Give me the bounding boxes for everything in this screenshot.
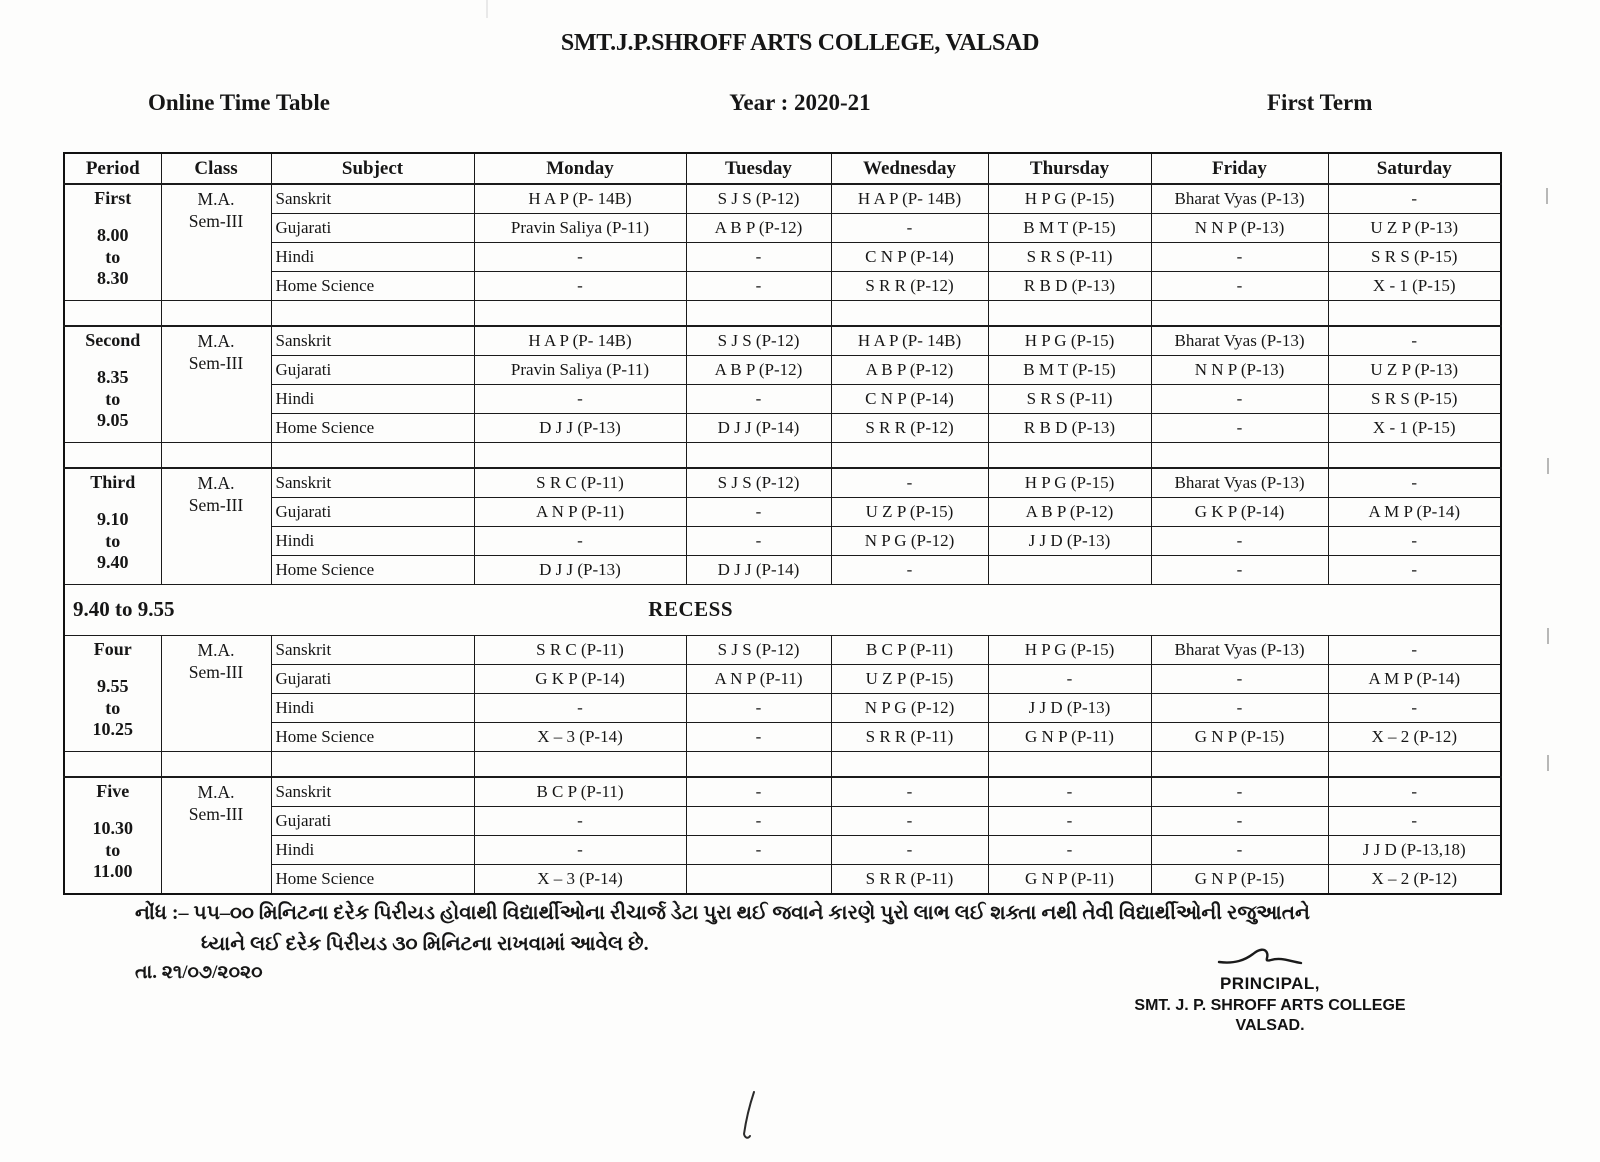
schedule-cell: X – 3 (P-14) — [474, 723, 686, 752]
spacer-cell — [988, 752, 1151, 778]
schedule-cell: Pravin Saliya (P-11) — [474, 214, 686, 243]
schedule-cell: - — [1328, 694, 1501, 723]
schedule-cell: S R C (P-11) — [474, 468, 686, 498]
timetable-row — [64, 243, 1501, 272]
schedule-cell: - — [831, 468, 988, 498]
stray-pen-mark — [738, 1090, 760, 1142]
timetable-row — [64, 272, 1501, 301]
period-time-line: to — [105, 530, 121, 551]
schedule-cell: A B P (P-12) — [686, 356, 831, 385]
schedule-cell: S R S (P-15) — [1328, 243, 1501, 272]
schedule-cell: - — [1328, 468, 1501, 498]
schedule-cell: - — [474, 694, 686, 723]
timetable-row — [64, 723, 1501, 752]
period-time-line: 8.35 — [97, 367, 129, 387]
class-label-line: M.A. — [197, 473, 235, 493]
period-time — [69, 818, 157, 883]
page-title: SMT.J.P.SHROFF ARTS COLLEGE, VALSAD — [560, 30, 1040, 56]
spacer-cell — [686, 752, 831, 778]
spacer-cell — [1151, 443, 1328, 469]
class-cell — [161, 777, 271, 894]
schedule-cell: D J J (P-13) — [474, 414, 686, 443]
column-header: Saturday — [1328, 153, 1501, 184]
period-time — [69, 509, 157, 574]
schedule-cell: U Z P (P-15) — [831, 498, 988, 527]
schedule-cell: N P G (P-12) — [831, 527, 988, 556]
schedule-cell: - — [1328, 777, 1501, 807]
spacer-cell — [64, 752, 161, 778]
schedule-cell: H A P (P- 14B) — [831, 184, 988, 214]
timetable-row — [64, 414, 1501, 443]
subject-cell: Sanskrit — [271, 184, 474, 214]
schedule-cell: H P G (P-15) — [988, 636, 1151, 665]
period-cell — [64, 468, 161, 585]
schedule-cell: - — [686, 527, 831, 556]
period-cell — [64, 326, 161, 443]
schedule-cell: S J S (P-12) — [686, 468, 831, 498]
schedule-cell: - — [686, 272, 831, 301]
subject-cell: Home Science — [271, 414, 474, 443]
schedule-cell: - — [1151, 527, 1328, 556]
subject-cell: Hindi — [271, 694, 474, 723]
class-label-line: Sem-III — [188, 803, 244, 824]
recess-label: RECESS — [648, 597, 734, 621]
schedule-cell: S R S (P-15) — [1328, 385, 1501, 414]
schedule-cell: - — [988, 777, 1151, 807]
timetable-row — [64, 556, 1501, 585]
schedule-cell: H P G (P-15) — [988, 184, 1151, 214]
period-time-line: 10.30 — [92, 818, 133, 838]
spacer-row — [64, 752, 1501, 778]
timetable-row — [64, 807, 1501, 836]
schedule-cell: - — [474, 385, 686, 414]
class-cell — [161, 468, 271, 585]
schedule-cell: C N P (P-14) — [831, 385, 988, 414]
timetable-row — [64, 527, 1501, 556]
spacer-cell — [686, 443, 831, 469]
schedule-cell: X – 3 (P-14) — [474, 865, 686, 895]
schedule-cell: - — [686, 836, 831, 865]
schedule-cell: - — [1328, 326, 1501, 356]
spacer-cell — [64, 443, 161, 469]
schedule-cell: - — [988, 665, 1151, 694]
class-label-line: M.A. — [197, 189, 235, 209]
schedule-cell: S R R (P-12) — [831, 272, 988, 301]
schedule-cell: S R S (P-11) — [988, 385, 1151, 414]
scan-artifact — [1547, 755, 1549, 771]
timetable-row — [64, 184, 1501, 214]
period-time-line: 9.40 — [97, 552, 129, 573]
term-label: First Term — [1267, 90, 1373, 115]
schedule-cell: D J J (P-14) — [686, 414, 831, 443]
schedule-cell: C N P (P-14) — [831, 243, 988, 272]
scan-artifact — [1546, 188, 1548, 204]
schedule-cell: Bharat Vyas (P-13) — [1151, 636, 1328, 665]
schedule-cell: A N P (P-11) — [474, 498, 686, 527]
schedule-cell: H A P (P- 14B) — [474, 326, 686, 356]
schedule-cell: - — [474, 272, 686, 301]
schedule-cell: S R R (P-11) — [831, 723, 988, 752]
schedule-cell: - — [1151, 807, 1328, 836]
column-header: Class — [161, 153, 271, 184]
spacer-cell — [1151, 301, 1328, 327]
spacer-cell — [1328, 443, 1501, 469]
column-header: Subject — [271, 153, 474, 184]
timetable — [63, 152, 1502, 895]
schedule-cell: - — [1151, 777, 1328, 807]
scan-artifact — [1547, 458, 1549, 474]
subject-cell: Sanskrit — [271, 777, 474, 807]
signature-city: VALSAD. — [1235, 1017, 1305, 1034]
spacer-cell — [474, 752, 686, 778]
schedule-cell: - — [1328, 807, 1501, 836]
schedule-cell: - — [1151, 272, 1328, 301]
schedule-cell: - — [474, 527, 686, 556]
spacer-cell — [161, 752, 271, 778]
schedule-cell: S R S (P-11) — [988, 243, 1151, 272]
scan-artifact — [486, 0, 488, 18]
schedule-cell: - — [831, 836, 988, 865]
timetable-row — [64, 468, 1501, 498]
subject-cell: Sanskrit — [271, 326, 474, 356]
schedule-cell: - — [988, 836, 1151, 865]
subject-cell: Gujarati — [271, 214, 474, 243]
period-time-line: to — [105, 839, 121, 860]
schedule-cell: A B P (P-12) — [831, 356, 988, 385]
schedule-cell: H A P (P- 14B) — [474, 184, 686, 214]
class-label-line: M.A. — [197, 782, 235, 802]
schedule-cell: N N P (P-13) — [1151, 356, 1328, 385]
signature-block — [1115, 944, 1425, 1035]
class-cell — [161, 636, 271, 752]
schedule-cell: S R R (P-12) — [831, 414, 988, 443]
schedule-cell: - — [686, 243, 831, 272]
schedule-cell: - — [686, 498, 831, 527]
schedule-cell: - — [474, 243, 686, 272]
subject-cell: Gujarati — [271, 807, 474, 836]
subject-cell: Gujarati — [271, 498, 474, 527]
signature-college: SMT. J. P. SHROFF ARTS COLLEGE — [1134, 997, 1406, 1014]
spacer-cell — [474, 443, 686, 469]
spacer-cell — [686, 301, 831, 327]
schedule-cell: G N P (P-11) — [988, 723, 1151, 752]
footnote-date: તા. ૨૧/૦૭/૨૦૨૦ — [135, 962, 263, 983]
class-cell — [161, 184, 271, 301]
schedule-cell: H P G (P-15) — [988, 326, 1151, 356]
timetable-row — [64, 636, 1501, 665]
schedule-cell: J J D (P-13) — [988, 694, 1151, 723]
schedule-cell: - — [686, 807, 831, 836]
period-time-line: to — [105, 246, 121, 267]
schedule-cell: - — [474, 836, 686, 865]
subject-cell: Home Science — [271, 723, 474, 752]
period-name: Second — [85, 330, 141, 350]
period-cell — [64, 777, 161, 894]
class-label — [166, 782, 267, 826]
schedule-cell: S J S (P-12) — [686, 326, 831, 356]
schedule-cell: B M T (P-15) — [988, 356, 1151, 385]
column-header: Wednesday — [831, 153, 988, 184]
timetable-header-row — [64, 153, 1501, 184]
schedule-cell: - — [988, 807, 1151, 836]
period-name: Four — [93, 639, 132, 659]
schedule-cell: - — [831, 556, 988, 585]
schedule-cell: A B P (P-12) — [988, 498, 1151, 527]
subject-cell: Home Science — [271, 272, 474, 301]
schedule-cell: - — [1151, 243, 1328, 272]
schedule-cell: A M P (P-14) — [1328, 498, 1501, 527]
schedule-cell: A B P (P-12) — [686, 214, 831, 243]
class-cell — [161, 326, 271, 443]
schedule-cell — [988, 556, 1151, 585]
period-time-line: 10.25 — [92, 719, 133, 740]
schedule-cell: Pravin Saliya (P-11) — [474, 356, 686, 385]
spacer-cell — [1151, 752, 1328, 778]
schedule-cell: - — [1151, 385, 1328, 414]
class-label — [166, 331, 267, 375]
period-name: Third — [90, 472, 136, 492]
subject-cell: Sanskrit — [271, 636, 474, 665]
schedule-cell: - — [1328, 184, 1501, 214]
schedule-cell: X - 1 (P-15) — [1328, 414, 1501, 443]
timetable-row — [64, 326, 1501, 356]
timetable-row — [64, 498, 1501, 527]
schedule-cell: X – 2 (P-12) — [1328, 723, 1501, 752]
period-time-line: to — [105, 388, 121, 409]
period-time-line: 11.00 — [92, 861, 133, 882]
period-cell — [64, 184, 161, 301]
spacer-cell — [988, 443, 1151, 469]
schedule-cell: S J S (P-12) — [686, 636, 831, 665]
schedule-cell: - — [1151, 665, 1328, 694]
subject-cell: Home Science — [271, 865, 474, 895]
spacer-cell — [988, 301, 1151, 327]
schedule-cell: U Z P (P-13) — [1328, 356, 1501, 385]
period-time-line: 9.55 — [97, 676, 129, 696]
schedule-cell: D J J (P-14) — [686, 556, 831, 585]
class-label-line: Sem-III — [188, 494, 244, 515]
period-time — [69, 676, 157, 741]
spacer-cell — [161, 443, 271, 469]
schedule-cell: Bharat Vyas (P-13) — [1151, 468, 1328, 498]
document-title: Online Time Table — [148, 90, 330, 115]
schedule-cell: Bharat Vyas (P-13) — [1151, 326, 1328, 356]
schedule-cell: G N P (P-11) — [988, 865, 1151, 895]
column-header: Tuesday — [686, 153, 831, 184]
class-label — [166, 189, 267, 233]
schedule-cell: - — [1151, 556, 1328, 585]
class-label-line: Sem-III — [188, 352, 244, 373]
recess-cell — [64, 585, 1501, 636]
signature-icon — [1215, 944, 1325, 970]
schedule-cell: U Z P (P-13) — [1328, 214, 1501, 243]
schedule-cell: - — [686, 723, 831, 752]
spacer-cell — [831, 301, 988, 327]
signature-role: PRINCIPAL, — [1219, 974, 1321, 993]
period-time-line: 9.05 — [97, 410, 129, 431]
schedule-cell: G N P (P-15) — [1151, 723, 1328, 752]
spacer-cell — [474, 301, 686, 327]
schedule-cell: J J D (P-13) — [988, 527, 1151, 556]
class-label-line: Sem-III — [188, 661, 244, 682]
timetable-row — [64, 665, 1501, 694]
schedule-cell: X – 2 (P-12) — [1328, 865, 1501, 895]
schedule-cell: - — [1151, 836, 1328, 865]
subject-cell: Hindi — [271, 243, 474, 272]
period-time-line: 9.10 — [97, 509, 129, 529]
schedule-cell: S R R (P-11) — [831, 865, 988, 895]
schedule-cell: Bharat Vyas (P-13) — [1151, 184, 1328, 214]
spacer-cell — [1328, 301, 1501, 327]
spacer-cell — [161, 301, 271, 327]
timetable-row — [64, 385, 1501, 414]
footnote-line-1: નોંધ :– ૫૫–૦૦ મિનિટના દરેક પિરીયડ હોવાથી વિદ્યાર્થીઓના રીચાર્જ ડેટા પુરા થઈ જવાને કારણે પુરો લાભ લઈ શક્તા નથી તેવી વિદ્યાર્થીઓની રજુઆતને — [135, 902, 1310, 924]
subject-cell: Gujarati — [271, 665, 474, 694]
schedule-cell: B M T (P-15) — [988, 214, 1151, 243]
schedule-cell: G K P (P-14) — [474, 665, 686, 694]
spacer-cell — [271, 443, 474, 469]
subheader-row — [0, 90, 1600, 124]
schedule-cell: G K P (P-14) — [1151, 498, 1328, 527]
schedule-cell: - — [1328, 527, 1501, 556]
timetable-row — [64, 865, 1501, 895]
schedule-cell: H A P (P- 14B) — [831, 326, 988, 356]
timetable-row — [64, 694, 1501, 723]
spacer-cell — [271, 301, 474, 327]
column-header: Period — [64, 153, 161, 184]
spacer-cell — [831, 443, 988, 469]
schedule-cell: - — [831, 777, 988, 807]
class-label-line: M.A. — [197, 640, 235, 660]
spacer-row — [64, 443, 1501, 469]
schedule-cell: B C P (P-11) — [474, 777, 686, 807]
class-label-line: Sem-III — [188, 210, 244, 231]
schedule-cell: B C P (P-11) — [831, 636, 988, 665]
subject-cell: Hindi — [271, 385, 474, 414]
scan-artifact — [1547, 628, 1549, 644]
schedule-cell: - — [1328, 556, 1501, 585]
period-time — [69, 367, 157, 432]
schedule-cell: - — [474, 807, 686, 836]
schedule-cell: - — [1328, 636, 1501, 665]
schedule-cell: N N P (P-13) — [1151, 214, 1328, 243]
schedule-cell: A M P (P-14) — [1328, 665, 1501, 694]
schedule-cell: R B D (P-13) — [988, 272, 1151, 301]
schedule-cell — [686, 865, 831, 895]
recess-time: 9.40 to 9.55 — [73, 597, 175, 621]
schedule-cell: X - 1 (P-15) — [1328, 272, 1501, 301]
spacer-row — [64, 301, 1501, 327]
schedule-cell: - — [686, 777, 831, 807]
timetable-row — [64, 214, 1501, 243]
schedule-cell: - — [686, 385, 831, 414]
column-header: Thursday — [988, 153, 1151, 184]
spacer-cell — [271, 752, 474, 778]
schedule-cell: H P G (P-15) — [988, 468, 1151, 498]
period-name: Five — [96, 781, 130, 801]
footnote-line-2: ધ્યાને લઈ દરેક પિરીયડ ૩૦ મિનિટના રાખવામાં આવેલ છે. — [201, 933, 649, 955]
schedule-cell: S J S (P-12) — [686, 184, 831, 214]
schedule-cell: D J J (P-13) — [474, 556, 686, 585]
column-header: Monday — [474, 153, 686, 184]
spacer-cell — [1328, 752, 1501, 778]
schedule-cell: R B D (P-13) — [988, 414, 1151, 443]
class-label-line: M.A. — [197, 331, 235, 351]
schedule-cell: G N P (P-15) — [1151, 865, 1328, 895]
schedule-cell: S R C (P-11) — [474, 636, 686, 665]
schedule-cell: - — [1151, 414, 1328, 443]
spacer-cell — [64, 301, 161, 327]
timetable-row — [64, 356, 1501, 385]
period-time-line: 8.30 — [97, 268, 129, 289]
period-cell — [64, 636, 161, 752]
schedule-cell: U Z P (P-15) — [831, 665, 988, 694]
subject-cell: Gujarati — [271, 356, 474, 385]
class-label — [166, 640, 267, 684]
recess-row — [64, 585, 1501, 636]
schedule-cell: A N P (P-11) — [686, 665, 831, 694]
timetable-row — [64, 777, 1501, 807]
class-label — [166, 473, 267, 517]
subject-cell: Sanskrit — [271, 468, 474, 498]
schedule-cell: - — [1151, 694, 1328, 723]
spacer-cell — [831, 752, 988, 778]
schedule-cell: - — [686, 694, 831, 723]
year-label: Year : 2020-21 — [729, 90, 871, 115]
column-header: Friday — [1151, 153, 1328, 184]
timetable-row — [64, 836, 1501, 865]
period-time-line: 8.00 — [97, 225, 129, 245]
schedule-cell: - — [831, 807, 988, 836]
schedule-cell: J J D (P-13,18) — [1328, 836, 1501, 865]
period-time — [69, 225, 157, 290]
period-time-line: to — [105, 697, 121, 718]
subject-cell: Hindi — [271, 836, 474, 865]
subject-cell: Home Science — [271, 556, 474, 585]
schedule-cell: N P G (P-12) — [831, 694, 988, 723]
subject-cell: Hindi — [271, 527, 474, 556]
schedule-cell: - — [831, 214, 988, 243]
period-name: First — [94, 188, 132, 208]
